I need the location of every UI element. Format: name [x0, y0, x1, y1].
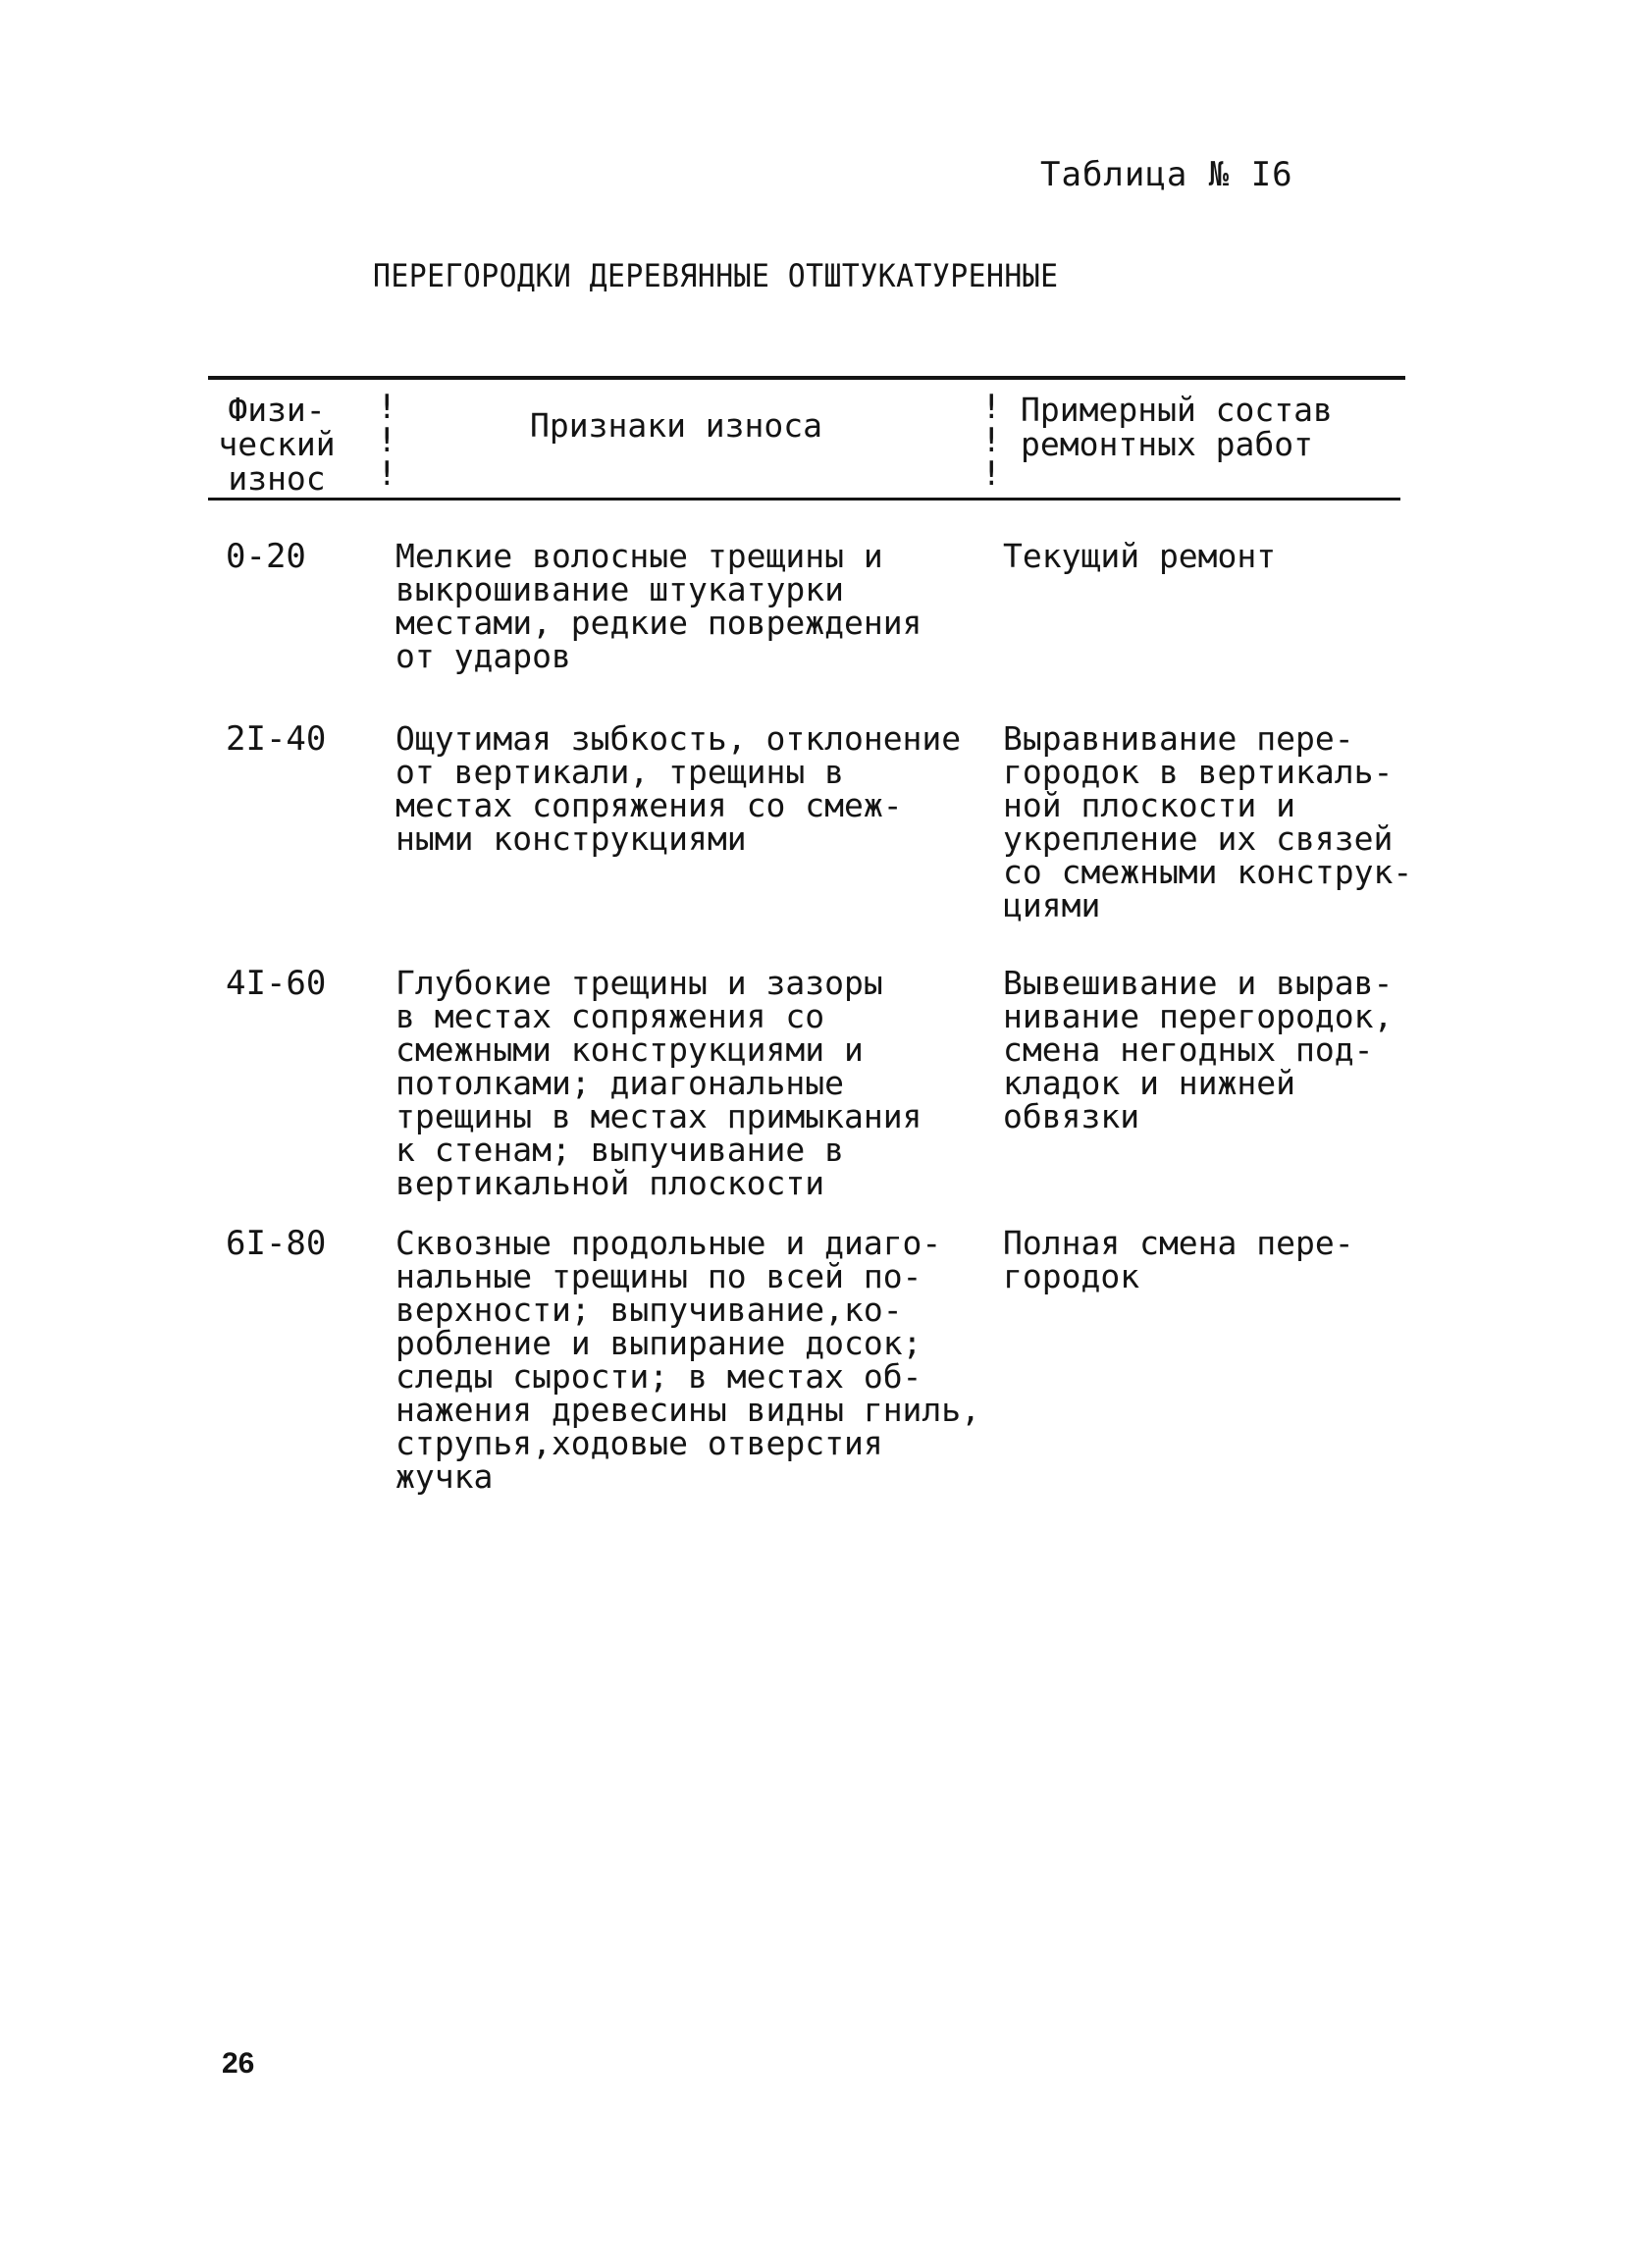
table-top-rule [208, 376, 1405, 380]
wear-signs-cell: Сквозные продольные и диаго- нальные трещины по всей по- верхности; выпучивание,ко- робление и выпирание досок; следы сырости; в местах об- нажения древесины видны гниль, струпья,ходовые отверстия жучка [395, 1224, 981, 1496]
repair-work-cell: Вывешивание и вырав- нивание перегородок, смена негодных под- кладок и нижней обвязки [1003, 964, 1394, 1135]
column-header-signs: Признаки износа [530, 406, 823, 445]
wear-range-cell: 4I-60 [226, 964, 327, 1003]
wear-range-cell: 0-20 [226, 537, 306, 576]
page-number: 26 [222, 2047, 255, 2080]
wear-range-cell: 6I-80 [226, 1224, 327, 1263]
repair-work-cell: Выравнивание пере- городок в вертикаль- ной плоскости и укрепление их связей со смежными конструк- циями [1003, 719, 1413, 924]
repair-work-cell: Текущий ремонт [1003, 537, 1277, 575]
page-title: ПЕРЕГОРОДКИ ДЕРЕВЯННЫЕ ОТШТУКАТУРЕННЫЕ [373, 257, 1059, 294]
column-header-wear: Физи- ческий износ [218, 391, 336, 498]
column-separator: ! ! ! [981, 388, 1002, 494]
wear-signs-cell: Ощутимая зыбкость, отклонение от вертикали, трещины в местах сопряжения со смеж- ными конструкциями [395, 719, 962, 858]
wear-range-cell: 2I-40 [226, 719, 327, 759]
repair-work-cell: Полная смена пере- городок [1003, 1224, 1354, 1295]
wear-signs-cell: Мелкие волосные трещины и выкрошивание штукатурки местами, редкие повреждения от ударов [395, 537, 922, 675]
column-separator: ! ! ! [377, 388, 397, 494]
table-header-rule [208, 498, 1400, 501]
column-header-repairs: Примерный состав ремонтных работ [1021, 391, 1333, 463]
wear-signs-cell: Глубокие трещины и зазоры в местах сопряжения со смежными конструкциями и потолками; диагональные трещины в местах примыкания к стенам; выпучивание в вертикальной плоскости [395, 964, 922, 1202]
table-number-label: Таблица № I6 [1040, 155, 1293, 194]
